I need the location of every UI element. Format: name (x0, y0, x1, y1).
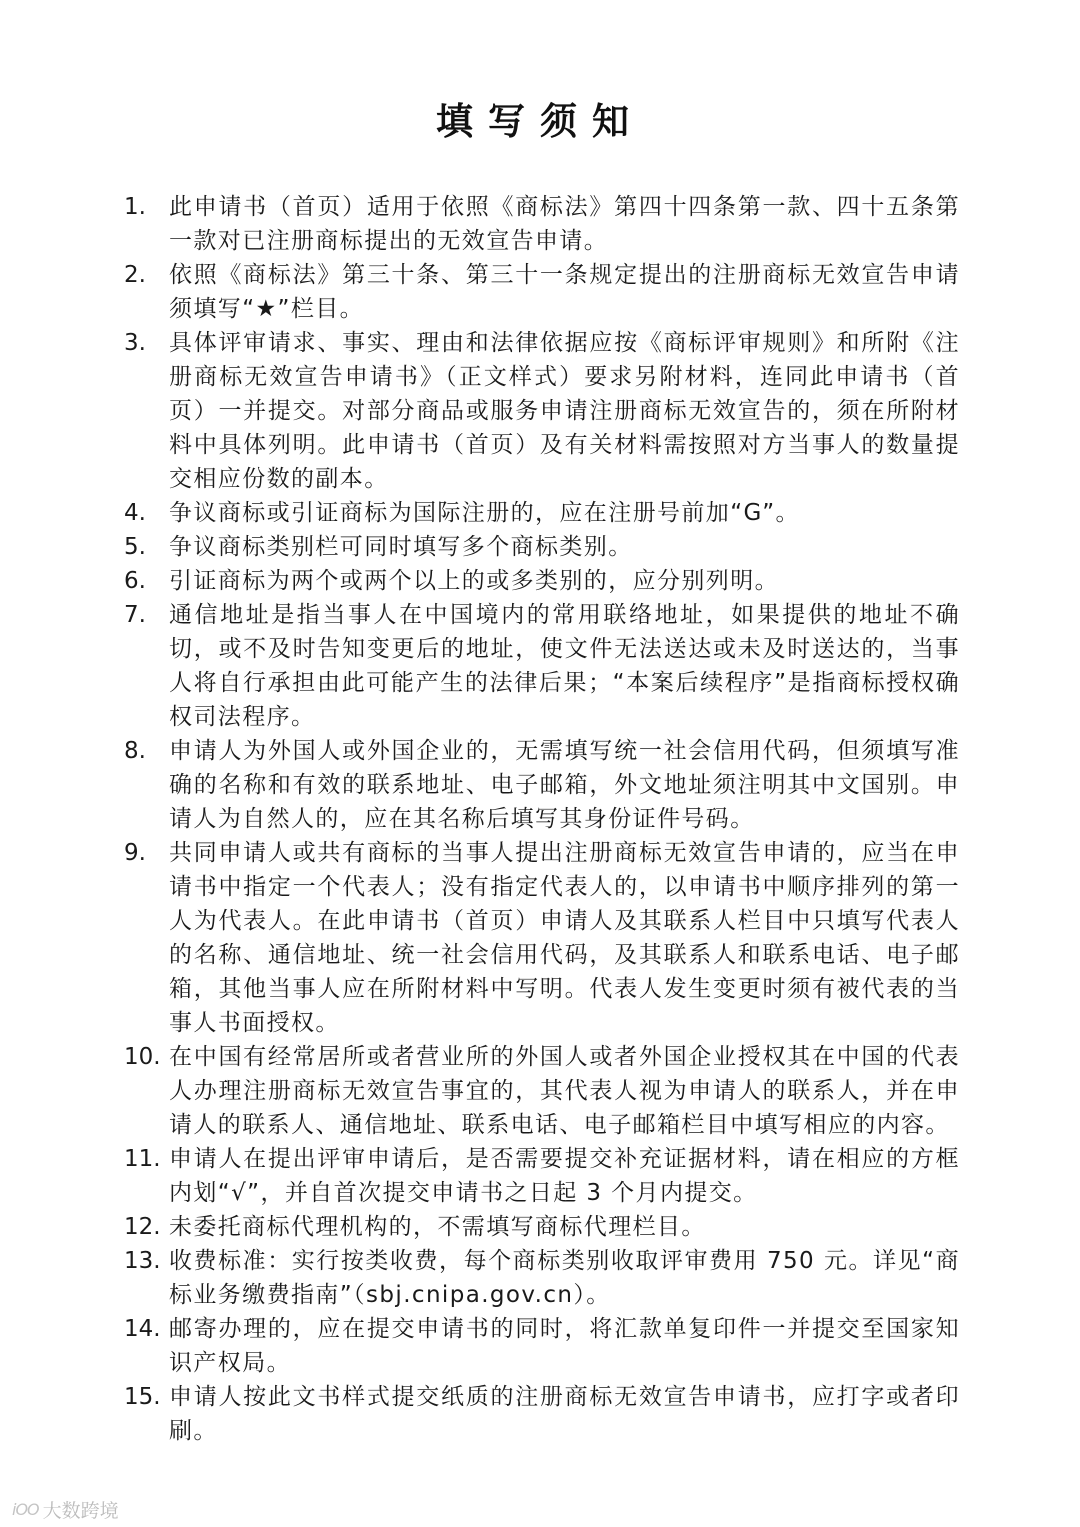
list-item (124, 1142, 960, 1210)
item-number: 4. (124, 500, 146, 526)
list-item (124, 190, 960, 258)
item-text: 此申请书（首页）适用于依照《商标法》第四十四条第一款、四十五条第一款对已注册商标提出的无效宣告申请。 (169, 194, 960, 254)
item-number: 7. (124, 602, 146, 628)
item-text: 申请人为外国人或外国企业的，无需填写统一社会信用代码，但须填写准确的名称和有效的联系地址、电子邮箱，外文地址须注明其中文国别。申请人为自然人的，应在其名称后填写其身份证件号码。 (169, 738, 960, 832)
item-number: 13. (124, 1248, 161, 1274)
list-item (124, 564, 960, 598)
item-number: 15. (124, 1384, 161, 1410)
item-text: 申请人在提出评审申请后，是否需要提交补充证据材料，请在相应的方框内划“√”，并自首次提交申请书之日起 3 个月内提交。 (169, 1146, 960, 1206)
item-text: 通信地址是指当事人在中国境内的常用联络地址，如果提供的地址不确切，或不及时告知变更后的地址，使文件无法送达或未及时送达的，当事人将自行承担由此可能产生的法律后果；“本案后续程序”是指商标授权确权司法程序。 (169, 602, 960, 730)
list-item (124, 326, 960, 496)
item-text: 引证商标为两个或两个以上的或多类别的，应分别列明。 (169, 568, 779, 594)
list-item (124, 836, 960, 1040)
item-number: 5. (124, 534, 146, 560)
list-item (124, 530, 960, 564)
watermark-logo-icon: iOO (12, 1500, 39, 1519)
item-text: 争议商标或引证商标为国际注册的，应在注册号前加“G”。 (169, 500, 800, 526)
page-title: 填写须知 (436, 100, 644, 143)
list-item (124, 598, 960, 734)
item-number: 10. (124, 1044, 161, 1070)
item-number: 11. (124, 1146, 161, 1172)
item-text: 依照《商标法》第三十条、第三十一条规定提出的注册商标无效宣告申请须填写“★”栏目。 (169, 262, 960, 322)
item-text: 在中国有经常居所或者营业所的外国人或者外国企业授权其在中国的代表人办理注册商标无效宣告事宜的，其代表人视为申请人的联系人，并在申请人的联系人、通信地址、联系电话、电子邮箱栏目中填写相应的内容。 (169, 1044, 960, 1138)
item-number: 12. (124, 1214, 161, 1240)
item-number: 3. (124, 330, 146, 356)
list-item (124, 1210, 960, 1244)
item-number: 6. (124, 568, 146, 594)
item-text: 收费标准：实行按类收费，每个商标类别收取评审费用 750 元。详见“商标业务缴费指南”（sbj.cnipa.gov.cn）。 (169, 1248, 960, 1308)
list-item (124, 1312, 960, 1380)
list-item (124, 496, 960, 530)
item-text: 争议商标类别栏可同时填写多个商标类别。 (169, 534, 633, 560)
watermark (12, 1496, 119, 1523)
item-text: 未委托商标代理机构的，不需填写商标代理栏目。 (169, 1214, 706, 1240)
item-number: 2. (124, 262, 146, 288)
list-item (124, 1244, 960, 1312)
item-text: 邮寄办理的，应在提交申请书的同时，将汇款单复印件一并提交至国家知识产权局。 (169, 1316, 960, 1376)
list-item (124, 1040, 960, 1142)
item-number: 9. (124, 840, 146, 866)
list-item (124, 734, 960, 836)
watermark-text: 大数跨境 (42, 1500, 119, 1522)
item-number: 14. (124, 1316, 161, 1342)
list-item (124, 258, 960, 326)
item-text: 具体评审请求、事实、理由和法律依据应按《商标评审规则》和所附《注册商标无效宣告申请书》（正文样式）要求另附材料，连同此申请书（首页）一并提交。对部分商品或服务申请注册商标无效宣告的，须在所附材料中具体列明。此申请书（首页）及有关材料需按照对方当事人的数量提交相应份数的副本。 (169, 330, 960, 492)
item-number: 8. (124, 738, 146, 764)
item-text: 申请人按此文书样式提交纸质的注册商标无效宣告申请书，应打字或者印刷。 (169, 1384, 960, 1444)
item-text: 共同申请人或共有商标的当事人提出注册商标无效宣告申请的，应当在申请书中指定一个代表人；没有指定代表人的，以申请书中顺序排列的第一人为代表人。在此申请书（首页）申请人及其联系人栏目中只填写代表人的名称、通信地址、统一社会信用代码，及其联系人和联系电话、电子邮箱，其他当事人应在所附材料中写明。代表人发生变更时须有被代表的当事人书面授权。 (169, 840, 960, 1036)
item-number: 1. (124, 194, 146, 220)
list-item (124, 1380, 960, 1448)
instruction-list (124, 190, 960, 1448)
